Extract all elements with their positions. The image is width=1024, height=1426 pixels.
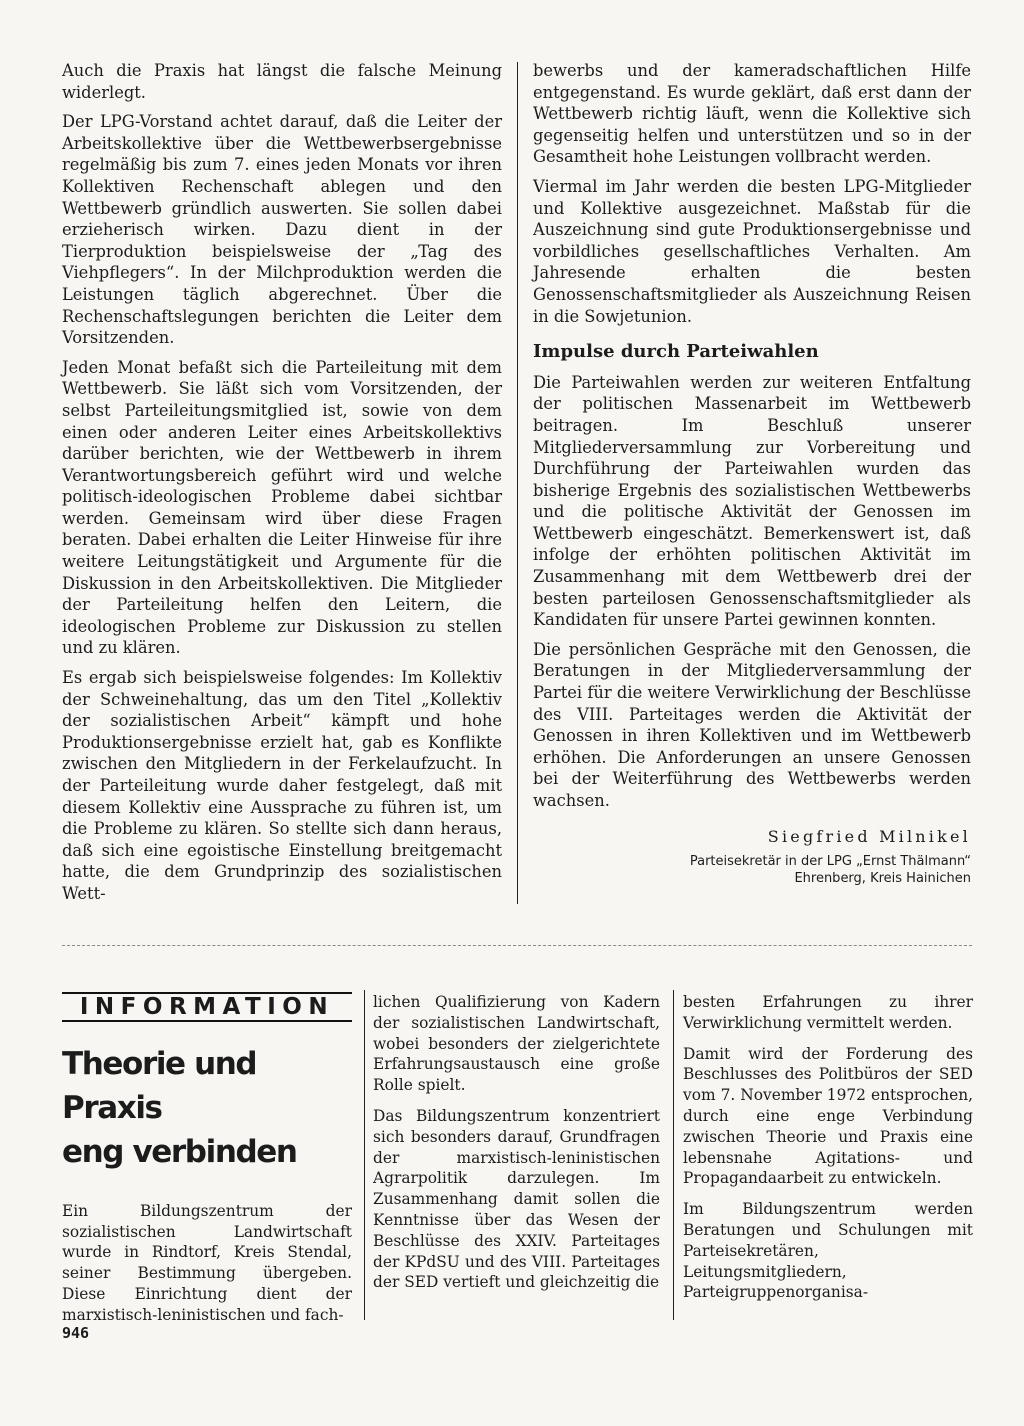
paragraph: Ein Bildungszentrum der sozialistischen Landwirtschaft wurde in Rindtorf, Kreis Stendal, seiner Bestimmung übergeben. Diese Einrichtung dient der marxistisch-leninistischen und fach- xyxy=(62,1201,352,1324)
paragraph: Die persönlichen Gespräche mit den Genossen, die Beratungen in der Mitgliederversammlung der Partei für die weitere Verwirklichung der Beschlüsse des VIII. Parteitages werden die Aktivität der Genossen in ihren Kollektiven und im Wettbewerb erhöhen. Die Anforderungen an unsere Genossen bei der Weiterführung des Wettbewerbs werden wachsen. xyxy=(533,639,971,810)
author-signature: Siegfried Milnikel xyxy=(767,826,971,846)
paragraph: Die Parteiwahlen werden zur weiteren Entfaltung der politischen Massenarbeit im Wettbewerb beitragen. Im Beschluß unserer Mitgliederversammlung zur Vorbereitung und Durchführung der Parteiwahlen wurden das bisherige Ergebnis des sozialistischen Wettbewerbs und die politische Aktivität der Genossen im Wettbewerb eingeschätzt. Bemerkenswert ist, daß infolge der erhöhten politischen Aktivität im Zusammenhang mit dem Wettbewerb drei der besten parteilosen Genossenschaftsmitglieder als Kandidaten für unsere Partei gewinnen konnten. xyxy=(533,372,971,630)
paragraph: bewerbs und der kameradschaftlichen Hilfe entgegenstand. Es wurde geklärt, daß erst dann der Wettbewerb richtig läuft, wenn die Kollektive sich gegenseitig helfen und unterstützen und so in der Gesamtheit hohe Leistungen vollbracht werden. xyxy=(533,61,971,167)
column-divider xyxy=(517,62,518,904)
paragraph: Das Bildungszentrum konzentriert sich besonders darauf, Grundfragen der marxistisch-leninistischen Agrarpolitik darzulegen. Im Zusammenhang damit sollen die Kenntnisse über das Wesen der Beschlüsse des XXIV. Parteitages der KPdSU und des VIII. Parteitages der SED vertieft und gleichzeitig die xyxy=(373,1106,660,1292)
info-section-label: INFORMATION xyxy=(62,992,352,1022)
column-divider xyxy=(364,990,365,1320)
article-column-2 xyxy=(533,60,971,887)
info-column-3 xyxy=(683,992,973,1313)
paragraph: Im Bildungszentrum werden Beratungen und Schulungen mit Parteisekretären, Leitungsmitgliedern, Parteigruppenorganisa- xyxy=(683,1200,973,1302)
affiliation-line: Ehrenberg, Kreis Hainichen xyxy=(794,871,971,887)
paragraph: Der LPG-Vorstand achtet darauf, daß die Leiter der Arbeitskollektive über die Wettbewerbsergebnisse regelmäßig bis zum 7. eines jeden Monats vor ihren Kollektiven Rechenschaft ablegen und den Wettbewerb gründlich auswerten. Sie sollen dabei erzieherisch wirken. Dazu dient in der Tierproduktion beispielsweise der „Tag des Viehpflegers“. In der Milchproduktion werden die Leistungen täglich abgerechnet. Über die Rechenschaftslegungen berichten die Leiter dem Vorsitzenden. xyxy=(62,112,502,348)
column-divider xyxy=(673,990,674,1320)
paragraph: besten Erfahrungen zu ihrer Verwirklichung vermittelt werden. xyxy=(683,993,973,1032)
article-column-1 xyxy=(62,60,502,913)
section-divider xyxy=(62,945,972,946)
author-affiliation xyxy=(533,853,971,887)
paragraph: Viermal im Jahr werden die besten LPG-Mitglieder und Kollektive ausgezeichnet. Maßstab für die Auszeichnung sind gute Produktionsergebnisse und vorbildliches gesellschaftliches Verhalten. Am Jahresende erhalten die besten Genossenschaftsmitglieder als Auszeichnung Reisen in die Sowjetunion. xyxy=(533,176,971,326)
section-subheading: Impulse durch Parteiwahlen xyxy=(533,341,819,363)
affiliation-line: Parteisekretär in der LPG „Ernst Thälmann“ xyxy=(689,854,971,870)
headline-line: Theorie und Praxis xyxy=(62,1045,257,1126)
headline-line: eng verbinden xyxy=(62,1133,297,1170)
paragraph: Es ergab sich beispielsweise folgendes: Im Kollektiv der Schweinehaltung, das um den Titel „Kollektiv der sozialistischen Arbeit“ kämpft und hohe Produktionsergebnisse erzielt hat, gab es Konflikte zwischen den Mitgliedern in der Ferkelaufzucht. In der Parteileitung wurde daher festgelegt, daß mit diesem Kollektiv eine Aussprache zu führen ist, um die Probleme zu klären. So stellte sich dann heraus, daß sich eine egoistische Einstellung breitgemacht hatte, die dem Grundprinzip des sozialistischen Wett- xyxy=(62,668,502,903)
info-column-2 xyxy=(373,992,660,1303)
paragraph: Damit wird der Forderung des Beschlusses des Politbüros der SED vom 7. November 1972 entsprochen, durch eine enge Verbindung zwischen Theorie und Praxis eine lebensnahe Agitations- und Propagandaarbeit zu entwickeln. xyxy=(683,1044,973,1188)
info-column-1 xyxy=(62,992,352,1336)
paragraph: Auch die Praxis hat längst die falsche Meinung widerlegt. xyxy=(62,61,502,102)
paragraph: Jeden Monat befaßt sich die Parteileitung mit dem Wettbewerb. Sie läßt sich vom Vorsitzenden, der selbst Parteileitungsmitglied ist, sowie von dem einen oder anderen Leiter eines Arbeitskollektivs darüber berichten, wie der Wettbewerb in ihrem Verantwortungsbereich geführt wird und welche politisch-ideologischen Probleme dabei sichtbar werden. Gemeinsam wird über diese Fragen beraten. Dabei erhalten die Leiter Hinweise für ihre weitere Leitungstätigkeit und Argumente für die Diskussion in den Arbeitskollektiven. Die Mitglieder der Parteileitung helfen den Leitern, die ideologischen Probleme zur Diskussion zu stellen und zu klären. xyxy=(62,357,502,658)
info-headline xyxy=(62,1042,352,1174)
paragraph: lichen Qualifizierung von Kadern der sozialistischen Landwirtschaft, wobei besonders der zielgerichtete Erfahrungsaustausch eine große Rolle spielt. xyxy=(373,993,660,1095)
page-number: 946 xyxy=(62,1324,90,1342)
